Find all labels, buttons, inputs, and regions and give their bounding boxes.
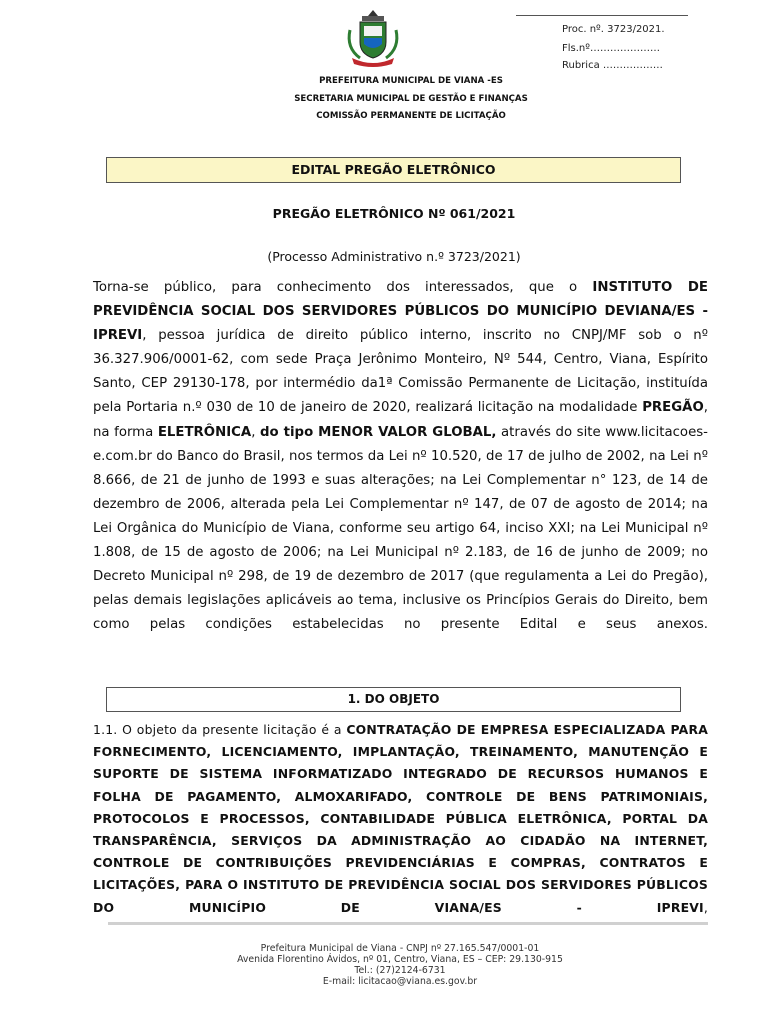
footer-email-link[interactable]: licitacao@viana.es.gov.br: [358, 976, 478, 987]
intro-text-1: Torna-se público, para conhecimento dos interessados, que o: [93, 280, 593, 295]
objeto-paragraph: [93, 719, 708, 919]
footer-divider: [108, 922, 708, 925]
org-line-prefeitura: PREFEITURA MUNICIPAL DE VIANA -ES: [319, 76, 503, 86]
footer-email-line: [0, 977, 770, 988]
footer-phone: Tel.: (27)2124-6731: [354, 965, 446, 976]
municipal-crest-logo: [344, 8, 402, 68]
section-title-objeto: 1. DO OBJETO: [106, 687, 681, 712]
pages-field: Fls.nº…………………: [562, 43, 660, 54]
intro-text-2: , pessoa jurídica de direito público interno, inscrito no CNPJ/MF sob o nº 36.327.906/0001-62, com sede Praça Jerônimo Monteiro, Nº 544, Centro, Viana, Espírito Santo, CEP 29130-178, por intermédio da1ª Comissão Permanente de Licitação, instituída pela Portaria n.º 030 de 10 de janeiro de 2020, realizará licitação na modalidade: [93, 328, 708, 416]
org-line-comissao: COMISSÃO PERMANENTE DE LICITAÇÃO: [316, 111, 506, 121]
process-number: Proc. nº. 3723/2021.: [562, 24, 665, 35]
process-info-rule: [516, 15, 688, 16]
processo-administrativo: (Processo Administrativo n.º 3723/2021): [267, 249, 521, 264]
intro-paragraph: [93, 276, 708, 637]
intro-text-4: ,: [251, 424, 261, 440]
objeto-description: CONTRATAÇÃO DE EMPRESA ESPECIALIZADA PARA FORNECIMENTO, LICENCIAMENTO, IMPLANTAÇÃO, TREINAMENTO, MANUTENÇÃO E SUPORTE DE SISTEMA INFORMATIZADO INTEGRADO DE RECURSOS HUMANOS E FOLHA DE PAGAMENTO, ALMOXARIFADO, CONTROLE DE BENS PATRIMONIAIS, PROTOCOLOS E PROCESSOS, CONTABILIDADE PÚBLICA ELETRÔNICA, PORTAL DA TRANSPARÊNCIA, SERVIÇOS DA ADMINISTRAÇÃO AO CIDADÃO NA INTERNET, CONTROLE DE CONTRIBUIÇÕES PREVIDENCIÁRIAS E COMPRAS, CONTRATOS E LICITAÇÕES, PARA O INSTITUTO DE PREVIDÊNCIA SOCIAL DOS SERVIDORES PÚBLICOS DO MUNICÍPIO DE VIANA/ES - IPREVI: [93, 722, 708, 915]
org-line-secretaria: SECRETARIA MUNICIPAL DE GESTÃO E FINANÇAS: [294, 94, 528, 104]
intro-text-5: através do site www.licitacoes-e.com.br do Banco do Brasil, nos termos da Lei nº 10.520, de 17 de julho de 2002, na Lei nº 8.666, de 21 de junho de 1993 e suas alterações; na Lei Complementar n° 123, de 14 de dezembro de 2006, alterada pela Lei Complementar nº 147, de 07 de agosto de 2014; na Lei Orgânica do Município de Viana, conforme seu artigo 64, inciso XXI; na Lei Municipal nº 1.808, de 15 de agosto de 2006; na Lei Municipal nº 2.183, de 16 de junho de 2009; no Decreto Municipal nº 298, de 19 de dezembro de 2017 (que regulamenta a Lei do Pregão), pelas demais legislações aplicáveis ao tema, inclusive os Princípios Gerais do Direito, bem como pelas condições estabelecidas no presente Edital e seus anexos.: [93, 424, 708, 633]
intro-institute-name: INSTITUTO DE PREVIDÊNCIA SOCIAL DOS SERVIDORES PÚBLICOS DO MUNICÍPIO DEVIANA/ES - IPREVI: [93, 280, 708, 344]
objeto-lead: 1.1. O objeto da presente licitação é a: [93, 722, 347, 737]
edital-title: EDITAL PREGÃO ELETRÔNICO: [106, 157, 681, 183]
footer-address: Avenida Florentino Ávidos, nº 01, Centro, Viana, ES – CEP: 29.130-915: [237, 954, 563, 965]
rubrica-field: Rubrica ………………: [562, 60, 663, 71]
footer-email-label: E-mail:: [322, 976, 359, 987]
intro-text-3: , na forma: [93, 400, 708, 440]
objeto-tail: ,: [703, 899, 708, 915]
footer-cnpj: Prefeitura Municipal de Viana - CNPJ nº 27.165.547/0001-01: [260, 943, 540, 954]
intro-modalidade: PREGÃO: [642, 400, 704, 416]
pregao-number: PREGÃO ELETRÔNICO Nº 061/2021: [272, 206, 516, 221]
intro-tipo: do tipo MENOR VALOR GLOBAL,: [260, 424, 497, 440]
intro-forma: ELETRÔNICA: [157, 424, 252, 440]
